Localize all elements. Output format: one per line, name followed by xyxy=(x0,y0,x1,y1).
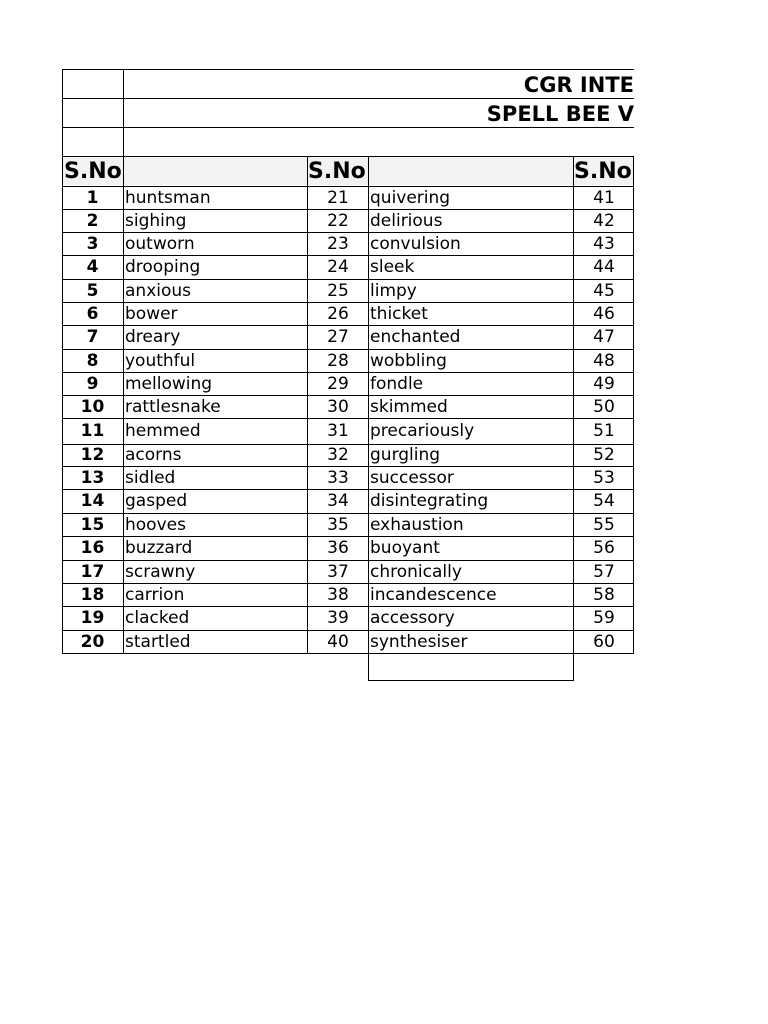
row-number: 55 xyxy=(593,515,615,535)
grid-hline xyxy=(62,69,634,70)
row-number: 21 xyxy=(327,188,349,208)
row-number: 27 xyxy=(327,327,349,347)
row-number: 43 xyxy=(593,234,615,254)
row-number: 47 xyxy=(593,327,615,347)
spelling-word: delirious xyxy=(370,211,443,231)
row-number: 13 xyxy=(80,468,105,488)
spelling-word: dreary xyxy=(125,327,181,347)
row-number: 11 xyxy=(80,421,105,441)
spelling-word: acorns xyxy=(125,445,182,465)
spelling-word: hooves xyxy=(125,515,186,535)
spelling-word: wobbling xyxy=(370,351,447,371)
title-line-2: SPELL BEE V xyxy=(486,102,634,126)
grid-hline xyxy=(62,279,634,280)
row-number: 19 xyxy=(80,608,105,628)
spelling-word: fondle xyxy=(370,374,424,394)
spelling-word: anxious xyxy=(125,281,192,301)
sno-header-col3: S.No xyxy=(574,159,632,184)
grid-hline xyxy=(62,349,634,350)
grid-hline xyxy=(62,466,634,467)
grid-vline xyxy=(123,69,124,654)
grid-hline xyxy=(62,513,634,514)
row-number: 39 xyxy=(327,608,349,628)
row-number: 14 xyxy=(80,491,105,511)
row-number: 42 xyxy=(593,211,615,231)
grid-hline xyxy=(62,156,634,157)
grid-hline xyxy=(62,255,634,256)
row-number: 38 xyxy=(327,585,349,605)
grid-hline xyxy=(62,653,634,654)
row-number: 35 xyxy=(327,515,349,535)
grid-hline xyxy=(62,560,634,561)
row-number: 22 xyxy=(327,211,349,231)
row-number: 26 xyxy=(327,304,349,324)
spelling-word: buoyant xyxy=(370,538,440,558)
spelling-word: convulsion xyxy=(370,234,461,254)
spelling-word: youthful xyxy=(125,351,196,371)
spelling-word: successor xyxy=(370,468,454,488)
row-number: 41 xyxy=(593,188,615,208)
spelling-word: sleek xyxy=(370,257,415,277)
row-number: 50 xyxy=(593,397,615,417)
grid-hline xyxy=(62,489,634,490)
row-number: 10 xyxy=(80,397,105,417)
row-number: 48 xyxy=(593,351,615,371)
grid-hline xyxy=(62,186,634,187)
row-number: 32 xyxy=(327,445,349,465)
grid-hline xyxy=(62,127,634,128)
row-number: 24 xyxy=(327,257,349,277)
grid-hline xyxy=(62,209,634,210)
spelling-word: outworn xyxy=(125,234,195,254)
row-number: 60 xyxy=(593,632,615,652)
spreadsheet-page xyxy=(62,69,634,681)
grid-hline xyxy=(62,536,634,537)
grid-hline xyxy=(62,395,634,396)
grid-hline xyxy=(368,680,574,681)
spelling-word: clacked xyxy=(125,608,190,628)
grid-vline xyxy=(633,156,634,654)
grid-hline xyxy=(62,98,634,99)
spelling-word: carrion xyxy=(125,585,185,605)
row-number: 53 xyxy=(593,468,615,488)
row-number: 44 xyxy=(593,257,615,277)
row-number: 28 xyxy=(327,351,349,371)
spelling-word: drooping xyxy=(125,257,201,277)
spelling-word: incandescence xyxy=(370,585,497,605)
grid-hline xyxy=(62,583,634,584)
spelling-word: skimmed xyxy=(370,397,448,417)
grid-hline xyxy=(62,630,634,631)
spelling-word: scrawny xyxy=(125,562,196,582)
grid-vline xyxy=(307,156,308,654)
sno-header-col1: S.No xyxy=(64,159,122,184)
row-number: 20 xyxy=(80,632,105,652)
spelling-word: hemmed xyxy=(125,421,201,441)
row-number: 37 xyxy=(327,562,349,582)
row-number: 6 xyxy=(86,304,99,324)
row-number: 51 xyxy=(593,421,615,441)
row-number: 34 xyxy=(327,491,349,511)
grid-hline xyxy=(62,444,634,445)
row-number: 54 xyxy=(593,491,615,511)
title-line-1: CGR INTE xyxy=(523,73,634,97)
spelling-word: accessory xyxy=(370,608,455,628)
grid-hline xyxy=(62,325,634,326)
row-number: 16 xyxy=(80,538,105,558)
row-number: 49 xyxy=(593,374,615,394)
spelling-word: startled xyxy=(125,632,191,652)
grid-hline xyxy=(62,418,634,419)
spelling-word: huntsman xyxy=(125,188,211,208)
row-number: 9 xyxy=(86,374,99,394)
spelling-word: limpy xyxy=(370,281,417,301)
sno-header-col2: S.No xyxy=(308,159,366,184)
row-number: 31 xyxy=(327,421,349,441)
row-number: 29 xyxy=(327,374,349,394)
spelling-word: buzzard xyxy=(125,538,193,558)
row-number: 46 xyxy=(593,304,615,324)
spelling-word: sighing xyxy=(125,211,187,231)
row-number: 25 xyxy=(327,281,349,301)
spelling-word: disintegrating xyxy=(370,491,489,511)
grid-vline xyxy=(368,156,369,681)
row-number: 5 xyxy=(86,281,99,301)
spelling-word: thicket xyxy=(370,304,428,324)
row-number: 2 xyxy=(86,211,99,231)
row-number: 8 xyxy=(86,351,99,371)
row-number: 33 xyxy=(327,468,349,488)
grid-hline xyxy=(62,606,634,607)
spelling-word: gasped xyxy=(125,491,188,511)
spelling-word: gurgling xyxy=(370,445,441,465)
row-number: 7 xyxy=(86,327,99,347)
row-number: 40 xyxy=(327,632,349,652)
row-number: 17 xyxy=(80,562,105,582)
spelling-word: sidled xyxy=(125,468,176,488)
spelling-word: enchanted xyxy=(370,327,461,347)
row-number: 36 xyxy=(327,538,349,558)
spelling-word: rattlesnake xyxy=(125,397,221,417)
row-number: 1 xyxy=(86,188,99,208)
row-number: 18 xyxy=(80,585,105,605)
grid-hline xyxy=(62,302,634,303)
row-number: 4 xyxy=(86,257,99,277)
row-number: 3 xyxy=(86,234,99,254)
row-number: 58 xyxy=(593,585,615,605)
row-number: 56 xyxy=(593,538,615,558)
spelling-word: exhaustion xyxy=(370,515,464,535)
spelling-word: bower xyxy=(125,304,178,324)
grid-vline xyxy=(573,156,574,681)
row-number: 12 xyxy=(80,445,105,465)
grid-hline xyxy=(62,372,634,373)
row-number: 15 xyxy=(80,515,105,535)
grid-hline xyxy=(62,232,634,233)
row-number: 59 xyxy=(593,608,615,628)
spelling-word: synthesiser xyxy=(370,632,468,652)
grid-vline xyxy=(62,69,63,654)
row-number: 30 xyxy=(327,397,349,417)
row-number: 23 xyxy=(327,234,349,254)
spelling-word: quivering xyxy=(370,188,451,208)
spelling-word: chronically xyxy=(370,562,462,582)
row-number: 52 xyxy=(593,445,615,465)
row-number: 45 xyxy=(593,281,615,301)
row-number: 57 xyxy=(593,562,615,582)
spelling-word: precariously xyxy=(370,421,475,441)
spelling-word: mellowing xyxy=(125,374,213,394)
